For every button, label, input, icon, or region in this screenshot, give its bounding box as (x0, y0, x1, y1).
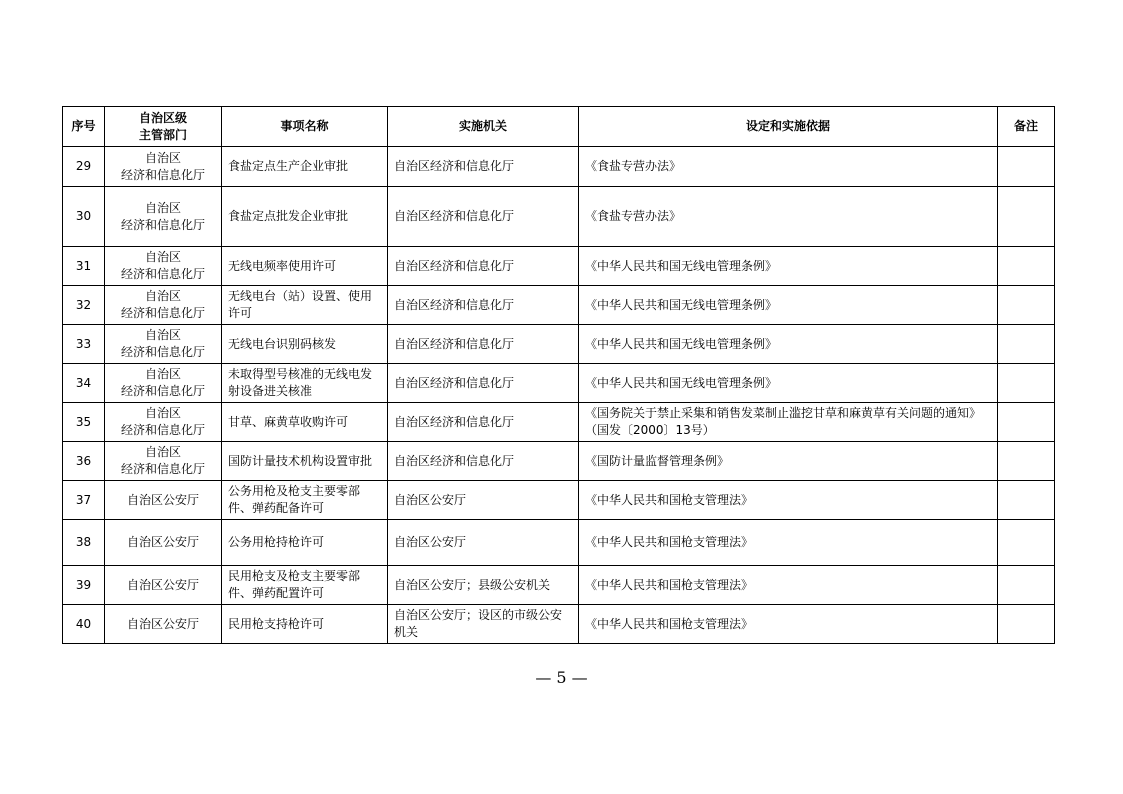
row-agency: 自治区经济和信息化厅 (388, 325, 579, 364)
table-row (63, 403, 1055, 442)
row-item: 食盐定点生产企业审批 (222, 147, 388, 187)
row-agency: 自治区经济和信息化厅 (388, 247, 579, 286)
row-number: 36 (63, 442, 105, 481)
row-basis: 《中华人民共和国无线电管理条例》 (579, 247, 998, 286)
row-dept (105, 147, 222, 187)
row-note (998, 481, 1055, 520)
row-agency: 自治区经济和信息化厅 (388, 147, 579, 187)
row-dept-line: 经济和信息化厅 (120, 423, 205, 437)
row-dept (105, 566, 222, 605)
row-item: 未取得型号核准的无线电发射设备进关核准 (222, 364, 388, 403)
row-agency: 自治区经济和信息化厅 (388, 364, 579, 403)
row-dept (105, 605, 222, 644)
row-basis: 《中华人民共和国枪支管理法》 (579, 566, 998, 605)
row-basis: 《中华人民共和国无线电管理条例》 (579, 286, 998, 325)
row-agency: 自治区公安厅；县级公安机关 (388, 566, 579, 605)
row-basis: 《中华人民共和国无线电管理条例》 (579, 364, 998, 403)
row-dept-line: 经济和信息化厅 (120, 384, 205, 398)
row-note (998, 187, 1055, 247)
row-basis: 《国务院关于禁止采集和销售发菜制止滥挖甘草和麻黄草有关问题的通知》（国发〔2000〕13号） (579, 403, 998, 442)
row-dept-line: 自治区 (144, 289, 181, 303)
row-agency: 自治区公安厅 (388, 481, 579, 520)
row-dept (105, 286, 222, 325)
row-dept (105, 442, 222, 481)
row-item: 无线电频率使用许可 (222, 247, 388, 286)
table-row (63, 325, 1055, 364)
row-number: 34 (63, 364, 105, 403)
row-dept-line: 自治区 (144, 150, 181, 165)
row-item: 公务用枪及枪支主要零部件、弹药配备许可 (222, 481, 388, 520)
row-dept-line: 经济和信息化厅 (120, 462, 205, 476)
row-number: 37 (63, 481, 105, 520)
row-basis: 《中华人民共和国枪支管理法》 (579, 520, 998, 566)
row-item: 无线电台识别码核发 (222, 325, 388, 364)
row-dept (105, 403, 222, 442)
row-dept (105, 520, 222, 566)
row-number: 35 (63, 403, 105, 442)
permits-table (62, 106, 1055, 644)
header-item: 事项名称 (222, 107, 388, 147)
table-row (63, 364, 1055, 403)
row-agency: 自治区经济和信息化厅 (388, 187, 579, 247)
row-dept-line: 自治区公安厅 (126, 535, 199, 549)
header-dept-line2: 主管部门 (138, 127, 187, 142)
row-item: 国防计量技术机构设置审批 (222, 442, 388, 481)
row-dept-line: 自治区 (144, 406, 181, 420)
row-dept (105, 247, 222, 286)
row-item: 甘草、麻黄草收购许可 (222, 403, 388, 442)
page-number: — 5 — (535, 668, 588, 687)
table-row (63, 442, 1055, 481)
row-note (998, 605, 1055, 644)
header-agency: 实施机关 (388, 107, 579, 147)
row-dept (105, 325, 222, 364)
row-note (998, 247, 1055, 286)
row-item: 食盐定点批发企业审批 (222, 187, 388, 247)
row-item: 无线电台（站）设置、使用许可 (222, 286, 388, 325)
row-basis: 《中华人民共和国枪支管理法》 (579, 605, 998, 644)
row-dept-line: 自治区 (144, 328, 181, 342)
row-item: 民用枪支及枪支主要零部件、弹药配置许可 (222, 566, 388, 605)
row-number: 29 (63, 147, 105, 187)
row-item: 公务用枪持枪许可 (222, 520, 388, 566)
row-agency: 自治区经济和信息化厅 (388, 442, 579, 481)
row-dept (105, 364, 222, 403)
table-row (63, 187, 1055, 247)
row-number: 40 (63, 605, 105, 644)
table-row (63, 481, 1055, 520)
row-basis: 《中华人民共和国无线电管理条例》 (579, 325, 998, 364)
row-number: 39 (63, 566, 105, 605)
table-row (63, 147, 1055, 187)
row-item: 民用枪支持枪许可 (222, 605, 388, 644)
row-agency: 自治区公安厅；设区的市级公安机关 (388, 605, 579, 644)
table-row (63, 286, 1055, 325)
row-number: 32 (63, 286, 105, 325)
row-basis: 《食盐专营办法》 (579, 187, 998, 247)
header-dept-line1: 自治区级 (138, 110, 187, 125)
row-dept-line: 自治区公安厅 (126, 616, 199, 631)
row-dept-line: 自治区 (144, 200, 181, 215)
row-dept (105, 481, 222, 520)
row-number: 38 (63, 520, 105, 566)
row-dept (105, 187, 222, 247)
row-note (998, 286, 1055, 325)
table-row (63, 247, 1055, 286)
header-basis: 设定和实施依据 (579, 107, 998, 147)
row-note (998, 566, 1055, 605)
row-dept-line: 自治区公安厅 (126, 492, 199, 507)
row-number: 31 (63, 247, 105, 286)
row-basis: 《中华人民共和国枪支管理法》 (579, 481, 998, 520)
row-number: 30 (63, 187, 105, 247)
row-dept-line: 经济和信息化厅 (120, 217, 205, 232)
row-note (998, 147, 1055, 187)
row-dept-line: 自治区 (144, 250, 181, 264)
header-note: 备注 (998, 107, 1055, 147)
header-dept (105, 107, 222, 147)
header-no: 序号 (63, 107, 105, 147)
table-row (63, 566, 1055, 605)
row-dept-line: 经济和信息化厅 (120, 306, 205, 320)
row-dept-line: 自治区公安厅 (126, 577, 199, 592)
row-dept-line: 经济和信息化厅 (120, 345, 205, 359)
row-note (998, 442, 1055, 481)
row-note (998, 325, 1055, 364)
row-basis: 《国防计量监督管理条例》 (579, 442, 998, 481)
row-note (998, 403, 1055, 442)
row-agency: 自治区经济和信息化厅 (388, 403, 579, 442)
row-dept-line: 经济和信息化厅 (120, 167, 205, 182)
table-row (63, 520, 1055, 566)
row-basis: 《食盐专营办法》 (579, 147, 998, 187)
row-dept-line: 自治区 (144, 445, 181, 459)
header-row (63, 107, 1055, 147)
row-note (998, 520, 1055, 566)
row-note (998, 364, 1055, 403)
row-agency: 自治区经济和信息化厅 (388, 286, 579, 325)
row-dept-line: 自治区 (144, 367, 181, 381)
row-agency: 自治区公安厅 (388, 520, 579, 566)
row-dept-line: 经济和信息化厅 (120, 267, 205, 281)
row-number: 33 (63, 325, 105, 364)
table-row (63, 605, 1055, 644)
